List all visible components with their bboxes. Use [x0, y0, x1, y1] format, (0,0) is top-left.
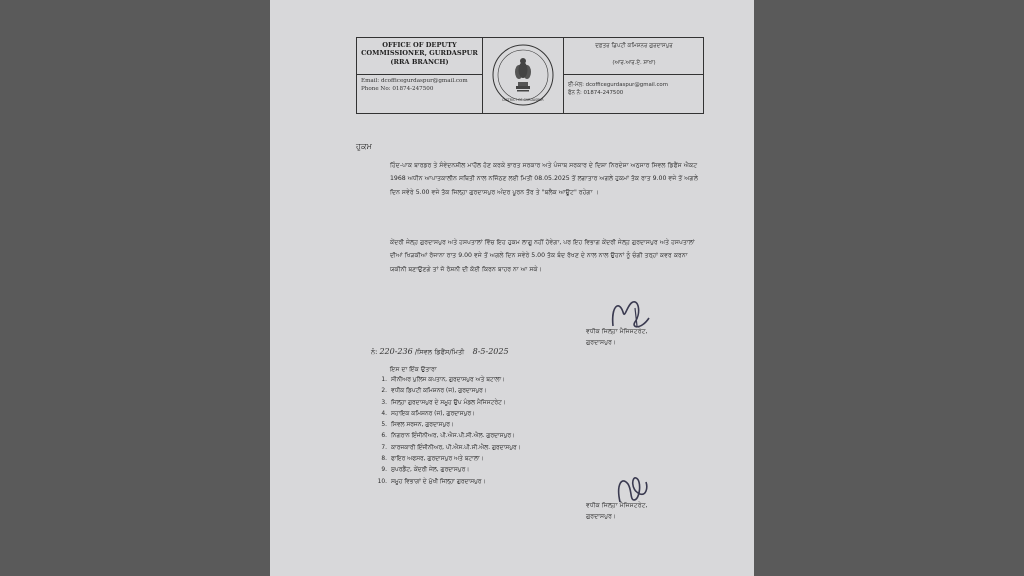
ref-prefix: ਨੰ:: [371, 348, 378, 356]
signature-1-title: ਵਧੀਕ ਜਿਲ੍ਹਾ ਮੈਜਿਸਟਰੇਟ,: [586, 328, 648, 335]
document-page: [270, 0, 754, 576]
list-item: [375, 454, 521, 465]
item-text: ਸਹਾਇਕ ਕਮਿਸ਼ਨਰ (ਜ), ਗੁਰਦਾਸਪੁਰ।: [391, 410, 476, 417]
item-number: 3.: [381, 399, 387, 406]
list-item: [375, 431, 521, 442]
email-en: Email: dcofficegurdaspur@gmail.com: [361, 78, 468, 84]
branch-pa: (ਆਰ.ਆਰ.ਏ. ਸ਼ਾਖਾ): [612, 60, 656, 66]
letterhead-english: [357, 38, 483, 113]
list-item: [375, 398, 521, 409]
item-text: ਸੀਨੀਅਰ ਪੁਲਿਸ ਕਪਤਾਨ, ਗੁਰਦਾਸਪੁਰ ਅਤੇ ਬਟਾਲਾ।: [391, 377, 505, 383]
reference-line: [371, 347, 509, 357]
phone-en: Phone No: 01874-247500: [361, 85, 434, 92]
distribution-list: [375, 375, 521, 488]
ref-middle: /ਸਿਵਲ ਡਿਫੈਂਸ/ਮਿਤੀ: [414, 348, 465, 356]
item-number: 2.: [381, 388, 387, 395]
office-line-3: (RRA BRANCH): [390, 57, 449, 66]
item-text: ਵਧੀਕ ਡਿਪਟੀ ਕਮਿਸ਼ਨਰ (ਜ), ਗੁਰਦਾਸਪੁਰ।: [391, 388, 487, 395]
emblem: [483, 38, 563, 113]
office-line-2: COMMISSIONER, GURDASPUR: [361, 49, 478, 58]
list-item: [375, 420, 521, 431]
item-text: ਕਾਰਜਕਾਰੀ ਇੰਜੀਨੀਅਰ, ਪੀ.ਐਸ.ਪੀ.ਸੀ.ਐਲ. ਗੁਰਦਾਸਪੁਰ।: [391, 444, 521, 451]
item-text: ਸੁਪਰਡੈਂਟ, ਕੇਂਦਰੀ ਜੇਲ, ਗੁਰਦਾਸਪੁਰ।: [391, 467, 470, 474]
office-name-pa: ਦਫ਼ਤਰ ਡਿਪਟੀ ਕਮਿਸ਼ਨਰ ਗੁਰਦਾਸਪੁਰ: [595, 43, 673, 49]
phone-pa: ਫੋਨ ਨੰ: 01874-247500: [568, 89, 624, 96]
list-item: [375, 443, 521, 454]
office-line-1: OFFICE OF DEPUTY: [382, 41, 457, 49]
ref-number: 220-236: [379, 347, 413, 356]
order-paragraph-2: ਕੇਂਦਰੀ ਜੇਲ੍ਹ ਗੁਰਦਾਸਪੁਰ ਅਤੇ ਹਸਪਤਾਲਾਂ ਵਿੱਚ ਇਹ ਹੁਕਮ ਲਾਗੂ ਨਹੀਂ ਹੋਵੇਗਾ, ਪਰ ਇਹ ਵਿਭਾਗ ਕੇਂਦਰੀ ਜੇਲ੍ਹ ਗੁਰਦਾਸਪੁਰ ਅਤੇ ਹਸਪਤਾਲਾਂ ਦੀਆਂ ਖਿੜਕੀਆਂ ਰੋਜਾਨਾ ਰਾਤ 9.00 ਵਜੇ ਤੋਂ ਅਗਲੇ ਦਿਨ ਸਵੇਰੇ 5.00 ਤੱਕ ਬੰਦ ਰੱਖਣ ਦੇ ਨਾਲ ਨਾਲ ਉਹਨਾਂ ਨੂੰ ਚੰਗੀ ਤਰ੍ਹਾਂ ਕਵਰ ਕਰਨਾ ਯਕੀਨੀ ਬਣਾਉਣਗੇ ਤਾਂ ਜੋ ਰੋਸ਼ਨੀ ਦੀ ਕੋਈ ਕਿਰਨ ਬਾਹਰ ਨਾ ਆ ਸਕੇ।: [390, 239, 695, 273]
item-text: ਫਾਇਰ ਅਫਸਰ, ਗੁਰਦਾਸਪੁਰ ਅਤੇ ਬਟਾਲਾ।: [391, 456, 484, 463]
letterhead-punjabi: [563, 38, 704, 113]
letterhead: [356, 37, 704, 114]
item-number: 5.: [381, 422, 387, 429]
contact-pa: [568, 82, 668, 97]
signature-1-place: ਗੁਰਦਾਸਪੁਰ।: [586, 339, 617, 346]
item-text: ਜਿਲ੍ਹਾ ਗੁਰਦਾਸਪੁਰ ਦੇ ਸਮੂਹ ਉਪ ਮੰਡਲ ਮੈਜਿਸਟਰੇਟ।: [391, 399, 506, 406]
list-item: [375, 386, 521, 397]
list-item: [375, 409, 521, 420]
divider: [357, 74, 482, 75]
item-number: 1.: [381, 377, 387, 383]
item-number: 6.: [381, 433, 387, 440]
divider: [564, 74, 704, 75]
ref-date: 8-5-2025: [472, 347, 509, 356]
list-item: [375, 477, 521, 488]
item-number: 8.: [381, 456, 387, 463]
item-number: 10.: [377, 478, 387, 485]
item-number: 7.: [381, 444, 387, 451]
copy-to-heading: ਇਸ ਦਾ ਇੱਕ ਉਤਾਰਾ: [390, 366, 437, 373]
order-paragraph-1: ਹਿੰਦ-ਪਾਕ ਬਾਰਡਰ ਤੇ ਸੰਵੇਦਨਸ਼ੀਲ ਮਾਹੌਲ ਹੋਣ ਕਰਕੇ ਭਾਰਤ ਸਰਕਾਰ ਅਤੇ ਪੰਜਾਬ ਸਰਕਾਰ ਦੇ ਦਿਸ਼ਾ ਨਿਰਦੇਸ਼ਾ ਅਨੁਸਾਰ ਸਿਵਲ ਡਿਫੈਂਸ ਐਕਟ 1968 ਅਧੀਨ ਆਪਾਤਕਾਲੀਨ ਸਥਿਤੀ ਨਾਲ ਨਜਿੱਠਣ ਲਈ ਮਿਤੀ 08.05.2025 ਤੋਂ ਲਗਾਤਾਰ ਅਗਲੇ ਹੁਕਮਾਂ ਤੱਕ ਰਾਤ 9.00 ਵਜੇ ਤੋਂ ਅਗਲੇ ਦਿਨ ਸਵੇਰੇ 5.00 ਵਜੇ ਤੱਕ ਜਿਲ੍ਹਾ ਗੁਰਦਾਸਪੁਰ ਅੰਦਰ ਪੂਰਨ ਤੌਰ ਤੇ "ਬਲੈਕ ਆਊਟ" ਰਹੇਗਾ ।: [390, 162, 699, 196]
item-text: ਨਿਗਰਾਨ ਇੰਜੀਨੀਅਰ, ਪੀ.ਐਸ.ਪੀ.ਸੀ.ਐਲ. ਗੁਰਦਾਸਪੁਰ।: [391, 433, 515, 440]
email-pa: ਈ-ਮੇਲ: dcofficegurdaspur@gmail.com: [568, 82, 668, 88]
seal-text: DISTRICT OF GURDASPUR: [502, 98, 544, 102]
list-item: [375, 375, 521, 386]
item-number: 9.: [381, 467, 387, 474]
item-number: 4.: [381, 410, 387, 417]
signature-block-1: [586, 326, 648, 348]
signature-2-title: ਵਧੀਕ ਜਿਲ੍ਹਾ ਮੈਜਿਸਟਰੇਟ,: [586, 502, 648, 509]
order-title: ਹੁਕਮ: [356, 141, 372, 151]
office-name-en: [357, 41, 482, 66]
item-text: ਸਿਵਲ ਸਰਜਨ, ਗੁਰਦਾਸਪੁਰ।: [391, 422, 454, 429]
signature-block-2: [586, 500, 648, 522]
contact-en: [361, 78, 468, 93]
list-item: [375, 465, 521, 476]
emblem-seal-icon: [483, 38, 563, 113]
signature-2-place: ਗੁਰਦਾਸਪੁਰ।: [586, 513, 617, 520]
item-text: ਸਮੂਹ ਵਿਭਾਗਾਂ ਦੇ ਮੁੱਖੀ ਜਿਲ੍ਹਾ ਗੁਰਦਾਸਪੁਰ।: [391, 478, 486, 485]
